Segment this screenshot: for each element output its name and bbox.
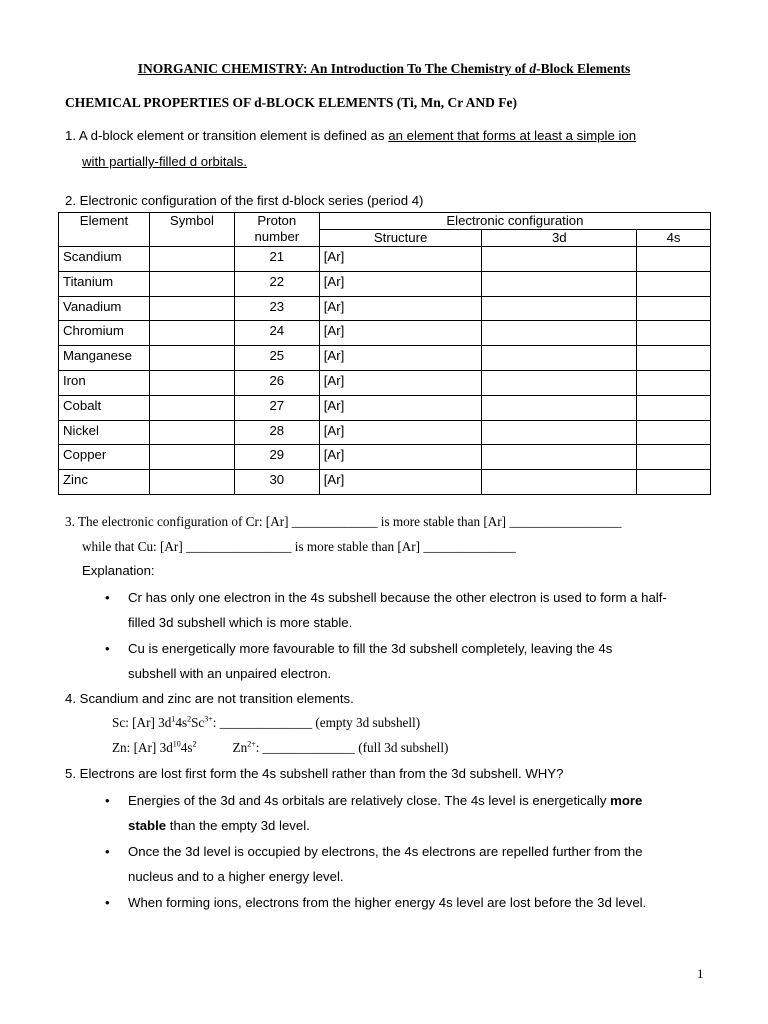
- cell-4s: [637, 470, 711, 495]
- q1-prefix: 1. A d-block element or transition element is defined as: [65, 128, 389, 143]
- cell-proton-number: 21: [234, 247, 319, 272]
- title-text-post: -Block Elements: [536, 61, 631, 76]
- bullet-glyph: •: [105, 895, 110, 910]
- cell-symbol: [149, 395, 234, 420]
- cell-element: Titanium: [59, 271, 150, 296]
- q3-bullet-2: [105, 636, 613, 686]
- cell-symbol: [149, 271, 234, 296]
- q5-bullet-1-line2: [128, 813, 642, 838]
- header-3d: 3d: [482, 230, 637, 247]
- cell-proton-number: 24: [234, 321, 319, 346]
- cell-4s: [637, 346, 711, 371]
- table-row: [59, 346, 711, 371]
- sc-blank: : ______________ (empty 3d subshell): [212, 715, 421, 730]
- table-row: [59, 321, 711, 346]
- cell-proton-number: 25: [234, 346, 319, 371]
- cell-4s: [637, 420, 711, 445]
- header-structure: Structure: [319, 230, 482, 247]
- q5-bullet-1-text-end: than the empty 3d level.: [166, 818, 310, 833]
- q5-bullet-3: [105, 890, 647, 915]
- cell-structure: [Ar]: [319, 470, 482, 495]
- cell-element: Iron: [59, 370, 150, 395]
- q5-bullet-3-line1: When forming ions, electrons from the higher energy 4s level are lost before the 3d level.: [128, 895, 647, 910]
- cell-element: Vanadium: [59, 296, 150, 321]
- zn-blank: : ______________ (full 3d subshell): [255, 740, 449, 755]
- cell-structure: [Ar]: [319, 247, 482, 272]
- sc-sup-3d: 1: [171, 714, 176, 724]
- cell-structure: [Ar]: [319, 271, 482, 296]
- q1-answer-part1: an element that forms at least a simple ion: [388, 128, 637, 143]
- q2-text: 2. Electronic configuration of the first d-block series (period 4): [65, 193, 424, 208]
- cell-symbol: [149, 296, 234, 321]
- cell-element: Zinc: [59, 470, 150, 495]
- header-proton-number: Proton number: [234, 213, 319, 247]
- zn-config: Zn: [Ar] 3d: [112, 740, 173, 755]
- page-title: [0, 61, 768, 77]
- q3-explanation-label: Explanation:: [82, 563, 155, 578]
- cell-structure: [Ar]: [319, 321, 482, 346]
- zn-sup-3d: 10: [172, 739, 181, 749]
- page-number: 1: [697, 966, 704, 981]
- cell-symbol: [149, 370, 234, 395]
- q4-zinc-line: [112, 740, 448, 756]
- cell-3d: [482, 321, 637, 346]
- cell-structure: [Ar]: [319, 370, 482, 395]
- header-4s: 4s: [637, 230, 711, 247]
- cell-element: Cobalt: [59, 395, 150, 420]
- cell-proton-number: 28: [234, 420, 319, 445]
- cell-4s: [637, 247, 711, 272]
- sc-config: Sc: [Ar] 3d: [112, 715, 172, 730]
- cell-symbol: [149, 470, 234, 495]
- cell-4s: [637, 370, 711, 395]
- cell-symbol: [149, 420, 234, 445]
- q3-bullet-1-line1: Cr has only one electron in the 4s subshell because the other electron is used to form a half-: [128, 590, 667, 605]
- cell-symbol: [149, 445, 234, 470]
- cell-element: Copper: [59, 445, 150, 470]
- q3-bullet-1: [105, 585, 667, 635]
- cell-4s: [637, 271, 711, 296]
- cell-proton-number: 30: [234, 470, 319, 495]
- sc-ion: Sc: [191, 715, 205, 730]
- table-row: [59, 271, 711, 296]
- q3-bullet-2-line2: subshell with an unpaired electron.: [128, 666, 332, 681]
- cell-symbol: [149, 247, 234, 272]
- cell-4s: [637, 321, 711, 346]
- header-electronic-configuration: Electronic configuration: [319, 213, 710, 230]
- cell-proton-number: 23: [234, 296, 319, 321]
- title-italic-d: d: [529, 61, 537, 76]
- bullet-glyph: •: [105, 590, 110, 605]
- q5-bullet-2: [105, 839, 643, 889]
- section-heading: CHEMICAL PROPERTIES OF d-BLOCK ELEMENTS (Ti, Mn, Cr AND Fe): [65, 95, 517, 110]
- cell-3d: [482, 271, 637, 296]
- sc-sup-4s: 2: [187, 714, 192, 724]
- cell-element: Nickel: [59, 420, 150, 445]
- q3-line2: while that Cu: [Ar] ________________ is more stable than [Ar] ______________: [82, 539, 516, 554]
- cell-3d: [482, 346, 637, 371]
- cell-4s: [637, 296, 711, 321]
- bullet-glyph: •: [105, 641, 110, 656]
- q1-line1: [65, 128, 636, 143]
- zn-sup-4s: 2: [192, 739, 197, 749]
- q5-bold-stable: stable: [128, 818, 167, 833]
- zn-4s: 4s: [180, 740, 193, 755]
- cell-element: Chromium: [59, 321, 150, 346]
- q5-bullet-1: [105, 788, 643, 838]
- cell-3d: [482, 296, 637, 321]
- q3-line1: 3. The electronic configuration of Cr: [Ar] _____________ is more stable than [Ar] _________________: [65, 514, 622, 529]
- title-text-pre: INORGANIC CHEMISTRY: An Introduction To The Chemistry of: [137, 61, 530, 76]
- q5-text: 5. Electrons are lost first form the 4s subshell rather than from the 3d subshell. WHY?: [65, 766, 564, 781]
- zn-ion-charge: 2+: [247, 739, 256, 749]
- cell-3d: [482, 247, 637, 272]
- electron-config-table: [58, 212, 711, 495]
- cell-element: Scandium: [59, 247, 150, 272]
- cell-4s: [637, 445, 711, 470]
- cell-symbol: [149, 346, 234, 371]
- cell-structure: [Ar]: [319, 395, 482, 420]
- q1-answer-part2: with partially-filled d orbitals.: [82, 154, 247, 169]
- q3-bullet-1-line2: filled 3d subshell which is more stable.: [128, 615, 353, 630]
- cell-structure: [Ar]: [319, 445, 482, 470]
- table-row: [59, 445, 711, 470]
- q5-bullet-1-text: Energies of the 3d and 4s orbitals are relatively close. The 4s level is energetically: [128, 793, 611, 808]
- header-symbol: Symbol: [149, 213, 234, 247]
- zn-ion: Zn: [232, 740, 248, 755]
- q4-scandium-line: [112, 715, 420, 731]
- bullet-glyph: •: [105, 844, 110, 859]
- cell-3d: [482, 420, 637, 445]
- cell-symbol: [149, 321, 234, 346]
- cell-element: Manganese: [59, 346, 150, 371]
- sc-4s: 4s: [175, 715, 188, 730]
- cell-3d: [482, 370, 637, 395]
- cell-proton-number: 26: [234, 370, 319, 395]
- table-row: [59, 395, 711, 420]
- bullet-glyph: •: [105, 793, 110, 808]
- table-row: [59, 420, 711, 445]
- q4-text: 4. Scandium and zinc are not transition elements.: [65, 691, 354, 706]
- cell-4s: [637, 395, 711, 420]
- cell-proton-number: 22: [234, 271, 319, 296]
- q5-bold-more: more: [610, 793, 643, 808]
- table-row: [59, 247, 711, 272]
- cell-structure: [Ar]: [319, 420, 482, 445]
- table-row: [59, 296, 711, 321]
- cell-proton-number: 29: [234, 445, 319, 470]
- q5-bullet-2-line1: Once the 3d level is occupied by electrons, the 4s electrons are repelled further from the: [128, 844, 643, 859]
- q5-bullet-1-line1: [128, 788, 642, 813]
- header-element: Element: [59, 213, 150, 247]
- q3-bullet-2-line1: Cu is energetically more favourable to fill the 3d subshell completely, leaving the 4s: [128, 641, 613, 656]
- q5-bullet-2-line2: nucleus and to a higher energy level.: [128, 869, 344, 884]
- sc-ion-charge: 3+: [204, 714, 213, 724]
- table-row: [59, 470, 711, 495]
- cell-3d: [482, 395, 637, 420]
- cell-proton-number: 27: [234, 395, 319, 420]
- cell-structure: [Ar]: [319, 296, 482, 321]
- cell-3d: [482, 445, 637, 470]
- cell-3d: [482, 470, 637, 495]
- table-row: [59, 370, 711, 395]
- cell-structure: [Ar]: [319, 346, 482, 371]
